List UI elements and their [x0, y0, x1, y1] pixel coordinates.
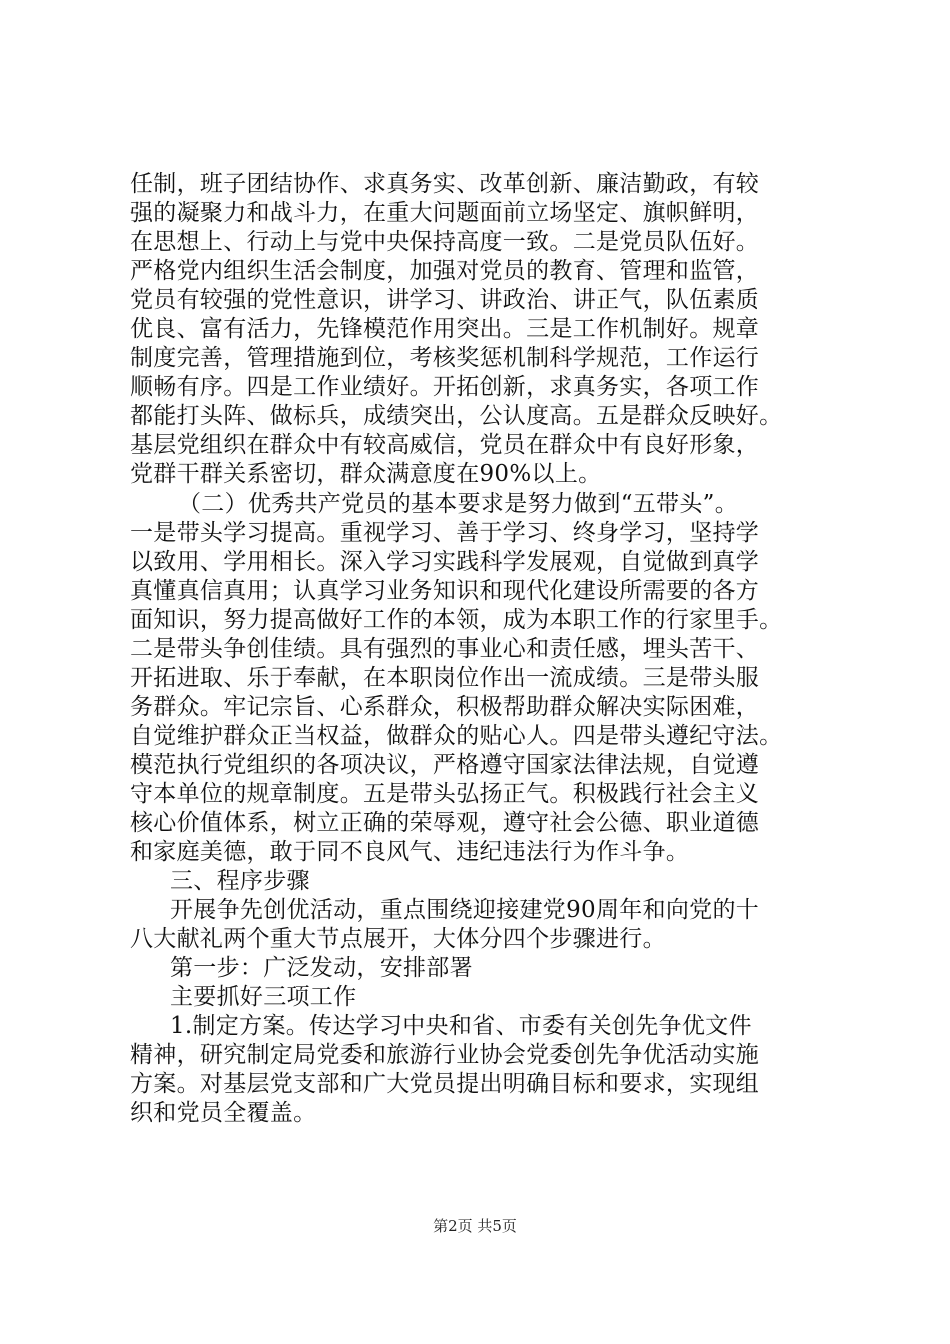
text-line: 党员有较强的党性意识，讲学习、讲政治、讲正气，队伍素质	[130, 287, 760, 313]
text-line: 优良、富有活力，先锋模范作用突出。三是工作机制好。规章	[130, 316, 760, 342]
text-line: 开展争先创优活动，重点围绕迎接建党90周年和向党的十	[170, 897, 760, 923]
text-line: 一是带头学习提高。重视学习、善于学习、终身学习，坚持学	[130, 520, 760, 546]
text-line: 务群众。牢记宗旨、心系群众，积极帮助群众解决实际困难，	[130, 694, 760, 720]
text-line: 以致用、学用相长。深入学习实践科学发展观，自觉做到真学	[130, 549, 760, 575]
page-footer: 第2页 共5页	[433, 1217, 517, 1235]
text-line: 织和党员全覆盖。	[130, 1100, 317, 1126]
text-line: 在思想上、行动上与党中央保持高度一致。二是党员队伍好。	[130, 229, 760, 255]
text-line: 八大献礼两个重大节点展开，大体分四个步骤进行。	[130, 926, 666, 952]
text-line: 任制，班子团结协作、求真务实、改革创新、廉洁勤政，有较	[130, 171, 760, 197]
text-line: 都能打头阵、做标兵，成绩突出，公认度高。五是群众反映好。	[130, 403, 783, 429]
text-line: 顺畅有序。四是工作业绩好。开拓创新，求真务实，各项工作	[130, 374, 760, 400]
text-line: 三、程序步骤	[170, 868, 310, 894]
text-line: 基层党组织在群众中有较高威信，党员在群众中有良好形象，	[130, 432, 760, 458]
text-line: 模范执行党组织的各项决议，严格遵守国家法律法规，自觉遵	[130, 752, 760, 778]
text-line: 二是带头争创佳绩。具有强烈的事业心和责任感，埋头苦干、	[130, 636, 760, 662]
text-line: 自觉维护群众正当权益，做群众的贴心人。四是带头遵纪守法。	[130, 723, 783, 749]
text-line: 真懂真信真用；认真学习业务知识和现代化建设所需要的各方	[130, 578, 760, 604]
text-line: 第一步：广泛发动，安排部署	[170, 955, 473, 981]
text-line: 开拓进取、乐于奉献，在本职岗位作出一流成绩。三是带头服	[130, 665, 760, 691]
text-line: 1.制定方案。传达学习中央和省、市委有关创先争优文件	[170, 1013, 752, 1039]
text-line: 制度完善，管理措施到位，考核奖惩机制科学规范，工作运行	[130, 345, 760, 371]
text-line: 核心价值体系，树立正确的荣辱观，遵守社会公德、职业道德	[130, 810, 760, 836]
text-line: 党群干群关系密切，群众满意度在90%以上。	[130, 461, 602, 487]
text-line: 主要抓好三项工作	[170, 984, 357, 1010]
text-line: 面知识，努力提高做好工作的本领，成为本职工作的行家里手。	[130, 607, 783, 633]
text-line: 精神，研究制定局党委和旅游行业协会党委创先争优活动实施	[130, 1042, 760, 1068]
text-line: 和家庭美德，敢于同不良风气、违纪违法行为作斗争。	[130, 839, 690, 865]
text-line: （二）优秀共产党员的基本要求是努力做到“五带头”。	[178, 491, 739, 517]
text-line: 严格党内组织生活会制度，加强对党员的教育、管理和监管，	[130, 258, 760, 284]
text-line: 强的凝聚力和战斗力，在重大问题面前立场坚定、旗帜鲜明，	[130, 200, 760, 226]
text-line: 方案。对基层党支部和广大党员提出明确目标和要求，实现组	[130, 1071, 760, 1097]
text-line: 守本单位的规章制度。五是带头弘扬正气。积极践行社会主义	[130, 781, 760, 807]
